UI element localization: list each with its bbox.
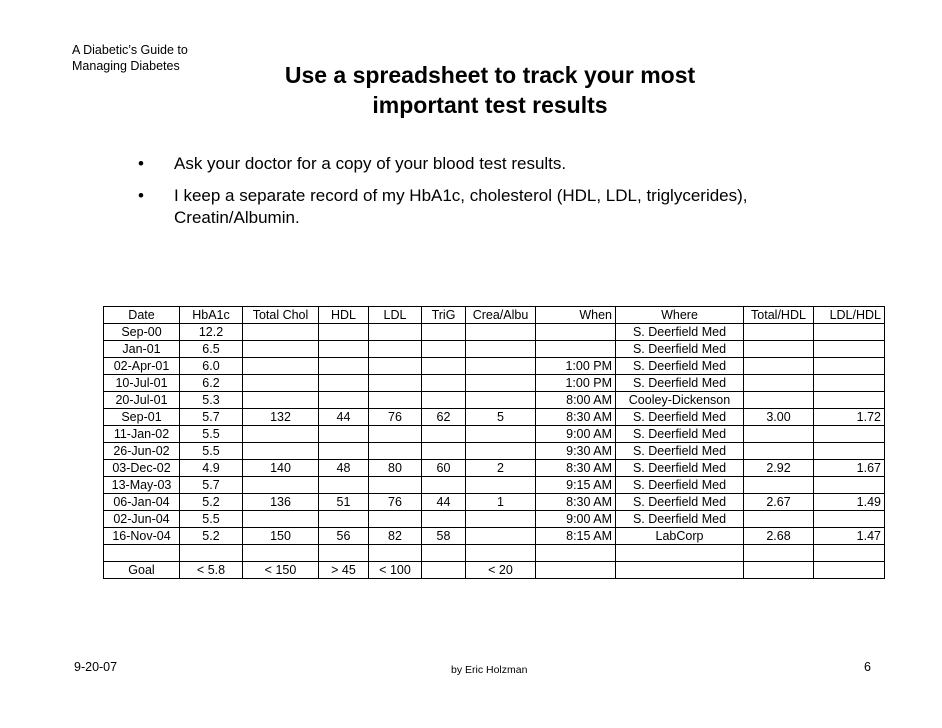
bullet-dot: • (138, 186, 144, 205)
table-cell: < 100 (369, 562, 422, 579)
table-cell (466, 426, 536, 443)
table-cell: 9:15 AM (536, 477, 616, 494)
bullet-dot: • (138, 154, 144, 173)
table-cell: 76 (369, 409, 422, 426)
table-cell: 9:30 AM (536, 443, 616, 460)
table-cell (814, 392, 885, 409)
table-cell (422, 392, 466, 409)
table-cell: S. Deerfield Med (616, 460, 744, 477)
table-cell: 2.92 (744, 460, 814, 477)
table-cell: 44 (422, 494, 466, 511)
table-cell: S. Deerfield Med (616, 409, 744, 426)
table-cell (422, 511, 466, 528)
slide-title-line2: important test results (372, 92, 608, 118)
table-cell: Jan-01 (104, 341, 180, 358)
table-cell: < 150 (243, 562, 319, 579)
table-cell: 9:00 AM (536, 511, 616, 528)
table-cell (369, 443, 422, 460)
table-cell: 1:00 PM (536, 358, 616, 375)
table-cell (369, 375, 422, 392)
table-cell (319, 324, 369, 341)
table-cell: 1:00 PM (536, 375, 616, 392)
table-cell: Cooley-Dickenson (616, 392, 744, 409)
table-cell (466, 341, 536, 358)
table-cell: LDL (369, 307, 422, 324)
table-cell: 12.2 (180, 324, 243, 341)
table-cell: HDL (319, 307, 369, 324)
table-cell (536, 545, 616, 562)
table-cell: 1 (466, 494, 536, 511)
table-cell: 8:30 AM (536, 409, 616, 426)
table-cell: 136 (243, 494, 319, 511)
table-cell: 8:15 AM (536, 528, 616, 545)
table-cell (319, 443, 369, 460)
table-cell: 6.2 (180, 375, 243, 392)
table-cell: 2.68 (744, 528, 814, 545)
table-cell: 140 (243, 460, 319, 477)
table-cell (243, 324, 319, 341)
table-row (104, 460, 885, 477)
table-cell (422, 358, 466, 375)
table-cell: 5.5 (180, 426, 243, 443)
table-cell: 132 (243, 409, 319, 426)
table-cell (466, 511, 536, 528)
bullet-item (136, 185, 816, 229)
table-goal-row (104, 562, 885, 579)
table-cell: < 20 (466, 562, 536, 579)
table-cell: 6.0 (180, 358, 243, 375)
slide-title-line1: Use a spreadsheet to track your most (284, 62, 696, 88)
table-row (104, 358, 885, 375)
table-cell: Where (616, 307, 744, 324)
table-cell: LabCorp (616, 528, 744, 545)
table-cell: Date (104, 307, 180, 324)
table-cell: S. Deerfield Med (616, 324, 744, 341)
table-cell (422, 341, 466, 358)
bullet-text: Ask your doctor for a copy of your blood test results. (174, 154, 567, 173)
table-cell: 5.3 (180, 392, 243, 409)
table-cell: 44 (319, 409, 369, 426)
table-cell (466, 375, 536, 392)
table-cell: S. Deerfield Med (616, 375, 744, 392)
table-cell: 10-Jul-01 (104, 375, 180, 392)
page-number: 6 (864, 660, 871, 674)
table-cell (814, 562, 885, 579)
table-cell (744, 511, 814, 528)
table-cell (422, 324, 466, 341)
table-cell (319, 341, 369, 358)
table-cell (744, 358, 814, 375)
table-cell (466, 392, 536, 409)
table-cell (616, 562, 744, 579)
table-cell (744, 324, 814, 341)
table-cell (243, 511, 319, 528)
table-cell (104, 545, 180, 562)
table-cell (243, 443, 319, 460)
table-row (104, 426, 885, 443)
table-cell: 02-Apr-01 (104, 358, 180, 375)
table-cell (319, 375, 369, 392)
table-cell (814, 477, 885, 494)
table-cell (422, 477, 466, 494)
table-cell (369, 392, 422, 409)
footer-date: 9-20-07 (74, 660, 118, 674)
table-cell (243, 477, 319, 494)
table-cell (466, 443, 536, 460)
table-cell: 20-Jul-01 (104, 392, 180, 409)
table-cell: TriG (422, 307, 466, 324)
table-cell: HbA1c (180, 307, 243, 324)
table-cell: LDL/HDL (814, 307, 885, 324)
table-cell: 6.5 (180, 341, 243, 358)
table-cell: 5.2 (180, 494, 243, 511)
table-cell: 80 (369, 460, 422, 477)
table-cell (369, 545, 422, 562)
table-cell (319, 511, 369, 528)
table-cell (744, 375, 814, 392)
table-cell: 2.67 (744, 494, 814, 511)
table-cell (369, 477, 422, 494)
table-cell (744, 545, 814, 562)
table-cell (744, 477, 814, 494)
table-cell: 82 (369, 528, 422, 545)
table-cell (243, 392, 319, 409)
table-cell: 51 (319, 494, 369, 511)
table-cell (319, 392, 369, 409)
table-cell (744, 562, 814, 579)
table-row (104, 375, 885, 392)
table-row (104, 392, 885, 409)
table-cell (369, 358, 422, 375)
table-cell: 9:00 AM (536, 426, 616, 443)
table-cell: 150 (243, 528, 319, 545)
table-cell: 5 (466, 409, 536, 426)
table-cell: 5.2 (180, 528, 243, 545)
table-cell (814, 375, 885, 392)
deck-title-line1: A Diabetic’s Guide to (72, 43, 188, 57)
table-cell (536, 324, 616, 341)
table-cell: Crea/Albu (466, 307, 536, 324)
table-cell: When (536, 307, 616, 324)
table-cell (744, 341, 814, 358)
table-cell (466, 324, 536, 341)
table-cell: 1.67 (814, 460, 885, 477)
table-cell: 1.47 (814, 528, 885, 545)
table-row (104, 511, 885, 528)
table-cell: 16-Nov-04 (104, 528, 180, 545)
footer-author: by Eric Holzman (451, 664, 528, 676)
table-cell (466, 477, 536, 494)
table-cell (814, 341, 885, 358)
table-cell (422, 426, 466, 443)
table-cell: 11-Jan-02 (104, 426, 180, 443)
table-cell (814, 443, 885, 460)
table-cell (466, 528, 536, 545)
results-table (103, 306, 885, 579)
table-cell (319, 426, 369, 443)
table-cell: S. Deerfield Med (616, 494, 744, 511)
table-cell (369, 341, 422, 358)
table-cell: Sep-00 (104, 324, 180, 341)
table-cell: 8:00 AM (536, 392, 616, 409)
table-cell (243, 341, 319, 358)
table-row (104, 443, 885, 460)
table-cell: Goal (104, 562, 180, 579)
table-cell: 3.00 (744, 409, 814, 426)
table-cell (814, 426, 885, 443)
table-cell: 5.5 (180, 443, 243, 460)
table-cell (744, 443, 814, 460)
table-cell: 2 (466, 460, 536, 477)
table-cell: 5.7 (180, 477, 243, 494)
table-cell (744, 392, 814, 409)
table-cell (814, 324, 885, 341)
table-cell: 5.7 (180, 409, 243, 426)
table-spacer-row (104, 545, 885, 562)
slide-title (200, 60, 780, 120)
bullet-list (136, 153, 816, 239)
table-cell: > 45 (319, 562, 369, 579)
table-row (104, 494, 885, 511)
table-cell: < 5.8 (180, 562, 243, 579)
table-header-row (104, 307, 885, 324)
table-cell (369, 511, 422, 528)
table-cell: 1.72 (814, 409, 885, 426)
table-cell: 76 (369, 494, 422, 511)
bullet-item (136, 153, 816, 175)
table-cell: S. Deerfield Med (616, 341, 744, 358)
table-cell: 13-May-03 (104, 477, 180, 494)
table-row (104, 528, 885, 545)
deck-title-line2: Managing Diabetes (72, 59, 180, 73)
table-cell (369, 426, 422, 443)
table-cell: S. Deerfield Med (616, 443, 744, 460)
table-cell (422, 562, 466, 579)
table-cell (466, 545, 536, 562)
table-cell: 62 (422, 409, 466, 426)
table-cell: 56 (319, 528, 369, 545)
table-row (104, 409, 885, 426)
table-cell (243, 426, 319, 443)
table-cell: 1.49 (814, 494, 885, 511)
table-cell: 48 (319, 460, 369, 477)
table-cell (422, 443, 466, 460)
table-cell (422, 545, 466, 562)
table-cell (536, 562, 616, 579)
table-cell: Total/HDL (744, 307, 814, 324)
table-cell (319, 545, 369, 562)
table-cell (814, 358, 885, 375)
table-cell: Sep-01 (104, 409, 180, 426)
table-cell: 8:30 AM (536, 460, 616, 477)
table-cell: 02-Jun-04 (104, 511, 180, 528)
table-cell: 06-Jan-04 (104, 494, 180, 511)
table-cell (243, 358, 319, 375)
table-cell (466, 358, 536, 375)
table-cell: 5.5 (180, 511, 243, 528)
table-cell (616, 545, 744, 562)
table-row (104, 341, 885, 358)
table-row (104, 477, 885, 494)
table-cell (814, 511, 885, 528)
table-cell: S. Deerfield Med (616, 426, 744, 443)
table-cell (243, 375, 319, 392)
table-cell (422, 375, 466, 392)
bullet-text: I keep a separate record of my HbA1c, cholesterol (HDL, LDL, triglycerides), Creatin/Albumin. (174, 186, 748, 227)
table-cell (369, 324, 422, 341)
table-cell: 58 (422, 528, 466, 545)
table-cell (744, 426, 814, 443)
table-cell (814, 545, 885, 562)
table-cell (180, 545, 243, 562)
table-cell: 26-Jun-02 (104, 443, 180, 460)
deck-title (72, 42, 188, 74)
table-cell: Total Chol (243, 307, 319, 324)
table-cell: S. Deerfield Med (616, 358, 744, 375)
table-cell (319, 477, 369, 494)
table-cell: S. Deerfield Med (616, 511, 744, 528)
table-cell: 60 (422, 460, 466, 477)
table-cell: 03-Dec-02 (104, 460, 180, 477)
table-row (104, 324, 885, 341)
table-cell (243, 545, 319, 562)
table-cell (319, 358, 369, 375)
table-cell: S. Deerfield Med (616, 477, 744, 494)
table-cell (536, 341, 616, 358)
table-cell: 4.9 (180, 460, 243, 477)
table-cell: 8:30 AM (536, 494, 616, 511)
